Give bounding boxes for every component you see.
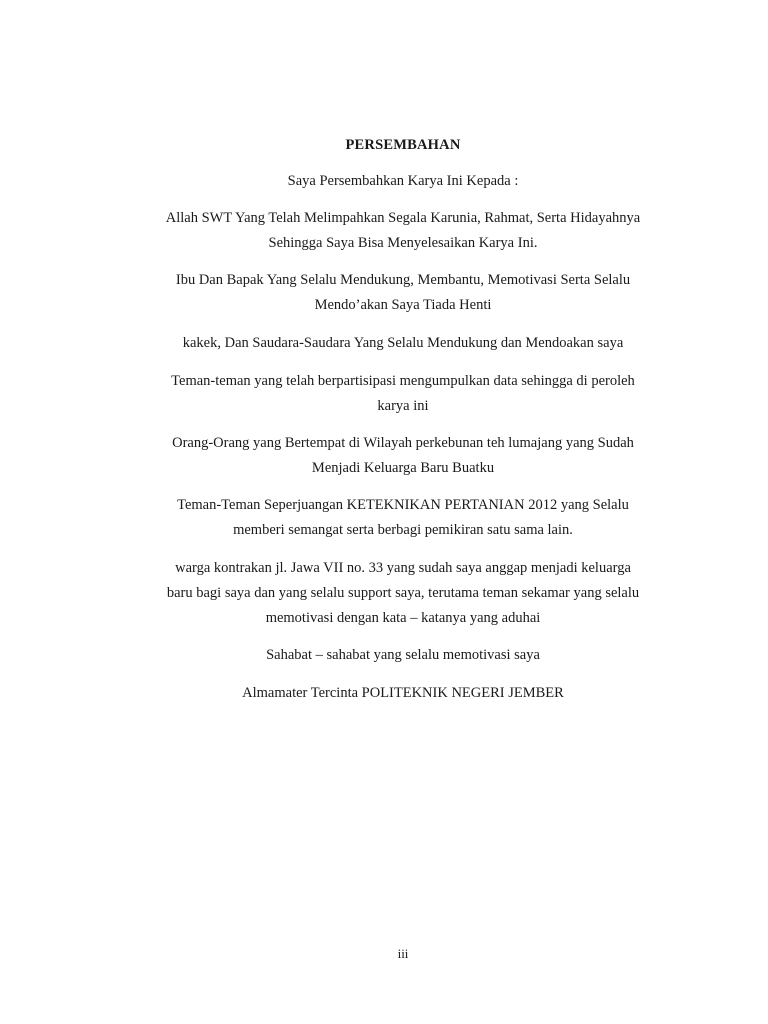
dedication-classmates-line-1: Teman-Teman Seperjuangan KETEKNIKAN PERTANIAN 2012 yang Selalu (177, 497, 629, 513)
dedication-plantation-line-2: Menjadi Keluarga Baru Buatku (311, 460, 495, 476)
page-title: PERSEMBAHAN (345, 137, 461, 153)
page-number: iii (397, 946, 409, 961)
dedication-family: kakek, Dan Saudara-Saudara Yang Selalu Mendukung dan Mendoakan saya (182, 335, 624, 351)
dedication-housemates-line-1: warga kontrakan jl. Jawa VII no. 33 yang sudah saya anggap menjadi keluarga (175, 560, 631, 576)
dedication-almamater: Almamater Tercinta POLITEKNIK NEGERI JEMBER (242, 685, 564, 701)
dedication-best-friends: Sahabat – sahabat yang selalu memotivasi saya (266, 647, 540, 663)
dedication-parents-line-2: Mendo’akan Saya Tiada Henti (314, 297, 492, 313)
dedication-allah-line-1: Allah SWT Yang Telah Melimpahkan Segala Karunia, Rahmat, Serta Hidayahnya (165, 210, 641, 226)
dedication-friends-line-2: karya ini (377, 398, 429, 414)
dedication-allah-line-2: Sehingga Saya Bisa Menyelesaikan Karya Ini. (268, 235, 538, 251)
dedication-friends-line-1: Teman-teman yang telah berpartisipasi mengumpulkan data sehingga di peroleh (171, 373, 635, 389)
dedication-housemates-line-3: memotivasi dengan kata – katanya yang aduhai (265, 610, 541, 626)
dedication-parents-line-1: Ibu Dan Bapak Yang Selalu Mendukung, Membantu, Memotivasi Serta Selalu (175, 272, 631, 288)
dedication-housemates-line-2: baru bagi saya dan yang selalu support saya, terutama teman sekamar yang selalu (166, 585, 640, 601)
dedication-classmates-line-2: memberi semangat serta berbagi pemikiran satu sama lain. (233, 522, 573, 538)
dedication-plantation-line-1: Orang-Orang yang Bertempat di Wilayah perkebunan teh lumajang yang Sudah (172, 435, 634, 451)
intro-text: Saya Persembahkan Karya Ini Kepada : (287, 173, 519, 189)
